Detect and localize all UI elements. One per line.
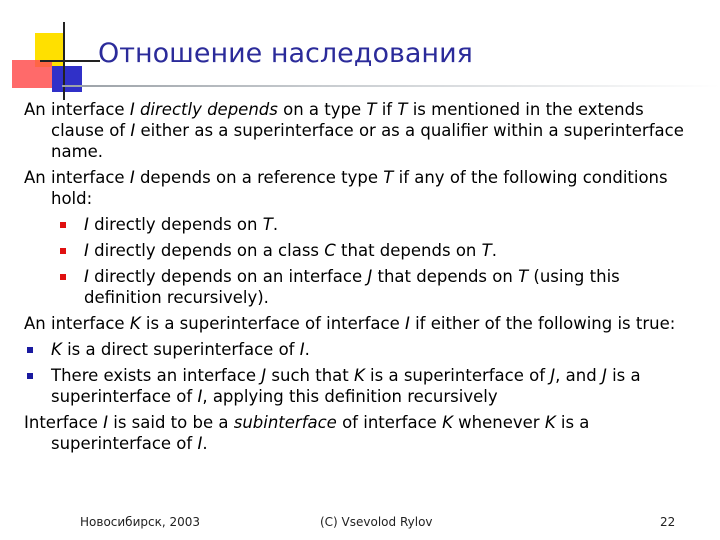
term: subinterface bbox=[233, 413, 337, 432]
paragraph-subinterface bbox=[24, 412, 700, 454]
var: I bbox=[299, 340, 305, 359]
var: J bbox=[261, 366, 267, 385]
text: is a superinterface of bbox=[51, 413, 590, 453]
text: whenever bbox=[452, 413, 545, 432]
text: if any of the following conditions hold: bbox=[51, 168, 668, 208]
text: on a type bbox=[277, 100, 367, 119]
text: is a superinterface of bbox=[364, 366, 551, 385]
var: T bbox=[518, 267, 529, 286]
paragraph-direct-depends bbox=[24, 99, 700, 162]
var: I bbox=[129, 100, 135, 119]
footer-location: Новосибирск, 2003 bbox=[80, 515, 201, 529]
text: of interface bbox=[336, 413, 443, 432]
text: if bbox=[376, 100, 398, 119]
logo-blue-square bbox=[52, 66, 82, 92]
text: (using this definition recursively). bbox=[84, 267, 620, 307]
text: , applying this definition recursively bbox=[202, 387, 498, 406]
var: I bbox=[103, 413, 108, 432]
var: K bbox=[51, 340, 62, 359]
var: I bbox=[84, 241, 89, 260]
square-bullet-icon bbox=[60, 222, 66, 228]
text: . bbox=[491, 241, 497, 260]
text: There exists an interface bbox=[51, 366, 262, 385]
var: I bbox=[197, 387, 203, 406]
logo-red-square bbox=[12, 60, 52, 88]
paragraph-superinterface bbox=[24, 313, 700, 334]
text: that depends on bbox=[372, 267, 519, 286]
slide-title: Отношение наследования bbox=[98, 38, 473, 69]
text: depends on a reference type bbox=[134, 168, 384, 187]
text: Interface bbox=[24, 413, 104, 432]
title-underline bbox=[62, 85, 720, 87]
paragraph-depends bbox=[24, 167, 700, 209]
text: either as a superinterface or as a qualifier within a superinterface name. bbox=[51, 121, 684, 161]
text: is mentioned in the extends clause of bbox=[51, 100, 644, 140]
text: directly depends on an interface bbox=[88, 267, 368, 286]
var: K bbox=[544, 413, 556, 432]
var: J bbox=[367, 267, 373, 286]
text: if either of the following is true: bbox=[409, 314, 676, 333]
sub-bullet-item bbox=[24, 266, 700, 308]
text: An interface bbox=[24, 100, 130, 119]
var: K bbox=[353, 366, 365, 385]
text: An interface bbox=[24, 314, 130, 333]
var: T bbox=[481, 241, 492, 260]
bullet-item bbox=[24, 365, 700, 407]
var: T bbox=[397, 100, 408, 119]
text: . bbox=[202, 434, 208, 453]
text: such that bbox=[266, 366, 354, 385]
text: An interface bbox=[24, 168, 130, 187]
var: K bbox=[442, 413, 453, 432]
term: directly depends bbox=[139, 100, 278, 119]
var: I bbox=[197, 434, 203, 453]
var: I bbox=[84, 215, 89, 234]
text: directly depends on a class bbox=[88, 241, 325, 260]
text: directly depends on bbox=[88, 215, 263, 234]
var: I bbox=[404, 314, 410, 333]
var: I bbox=[130, 121, 136, 140]
text: is a direct superinterface of bbox=[61, 340, 300, 359]
square-bullet-icon bbox=[27, 347, 33, 353]
logo-horizontal-line bbox=[40, 60, 100, 62]
var: K bbox=[129, 314, 141, 333]
sub-bullet-item bbox=[24, 214, 700, 235]
text: is said to be a bbox=[108, 413, 234, 432]
square-bullet-icon bbox=[27, 373, 33, 379]
var: J bbox=[601, 366, 607, 385]
text: . bbox=[272, 215, 279, 234]
text: . bbox=[304, 340, 310, 359]
square-bullet-icon bbox=[60, 248, 66, 254]
square-bullet-icon bbox=[60, 274, 66, 280]
slide-body bbox=[24, 99, 700, 459]
bullet-item bbox=[24, 339, 700, 360]
text: is a superinterface of interface bbox=[140, 314, 405, 333]
footer-page-number: 22 bbox=[660, 515, 676, 529]
var: I bbox=[129, 168, 135, 187]
var: J bbox=[550, 366, 556, 385]
var: I bbox=[84, 267, 89, 286]
var: C bbox=[324, 241, 336, 260]
text: , and bbox=[555, 366, 602, 385]
text: that depends on bbox=[335, 241, 482, 260]
var: T bbox=[366, 100, 377, 119]
var: T bbox=[383, 168, 394, 187]
sub-bullet-item bbox=[24, 240, 700, 261]
text: is a superinterface of bbox=[51, 366, 641, 406]
footer-copyright: (C) Vsevolod Rylov bbox=[320, 515, 433, 529]
var: T bbox=[262, 215, 273, 234]
